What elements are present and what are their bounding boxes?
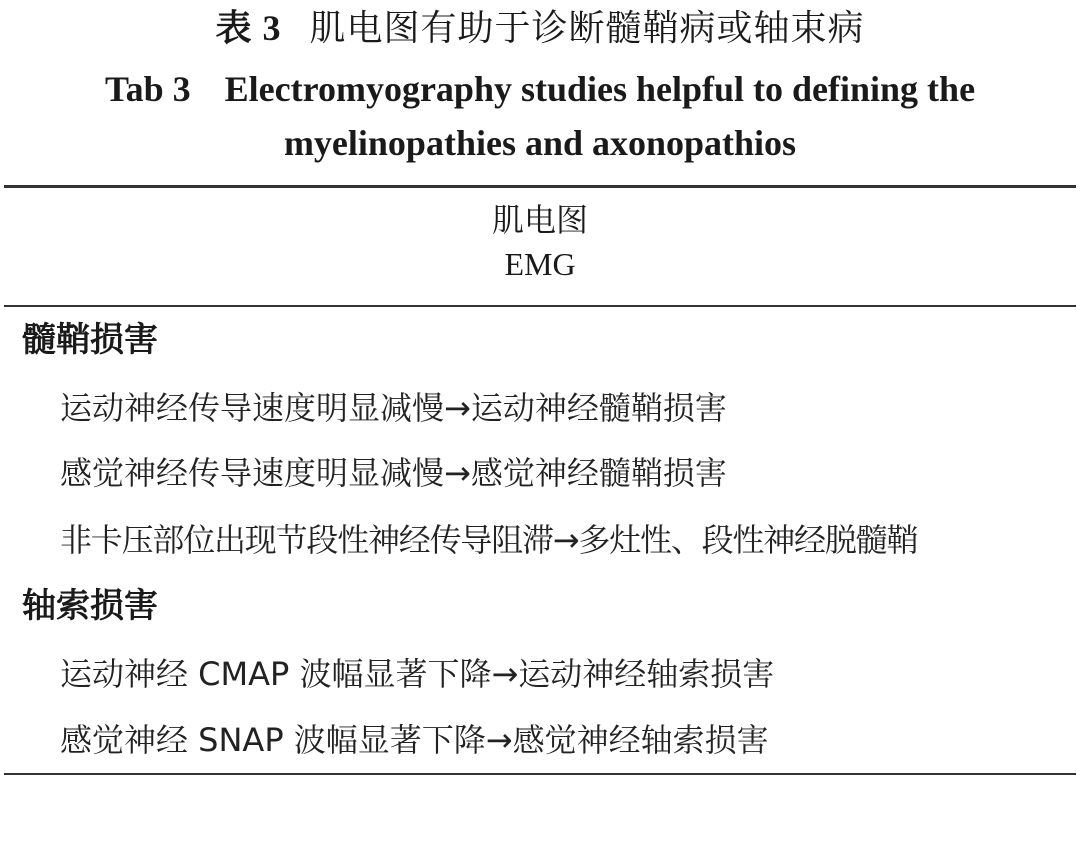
table-title-en	[0, 62, 1080, 170]
table-title-en-line2: myelinopathies and axonopathios	[283, 123, 797, 163]
column-header-en: EMG	[504, 246, 576, 282]
table-title-cn	[0, 6, 1080, 51]
table-title-en-text1: Electromyography studies helpful to defining the	[224, 69, 976, 109]
table-row: 感觉神经传导速度明显减慢→感觉神经髓鞘损害	[60, 454, 727, 492]
table-bottom-rule	[4, 773, 1076, 775]
table-row: 非卡压部位出现节段性神经传导阻滞→多灶性、段性神经脱髓鞘	[60, 521, 918, 559]
header-rule	[4, 305, 1076, 307]
column-header	[0, 198, 1080, 286]
table-number-cn: 表 3	[215, 8, 282, 48]
column-header-cn: 肌电图	[491, 201, 588, 239]
section-heading-myelin: 髓鞘损害	[22, 320, 158, 360]
table-row: 感觉神经 SNAP 波幅显著下降→感觉神经轴索损害	[60, 721, 769, 759]
table-title-cn-text: 肌电图有助于诊断髓鞘病或轴束病	[309, 8, 865, 49]
section-heading-axon: 轴索损害	[22, 586, 158, 626]
table-title-en-line1	[0, 62, 1080, 116]
table-number-en: Tab 3	[104, 69, 191, 109]
table-top-rule	[4, 185, 1076, 188]
table-row: 运动神经 CMAP 波幅显著下降→运动神经轴索损害	[60, 655, 775, 693]
table-row: 运动神经传导速度明显减慢→运动神经髓鞘损害	[60, 389, 727, 427]
